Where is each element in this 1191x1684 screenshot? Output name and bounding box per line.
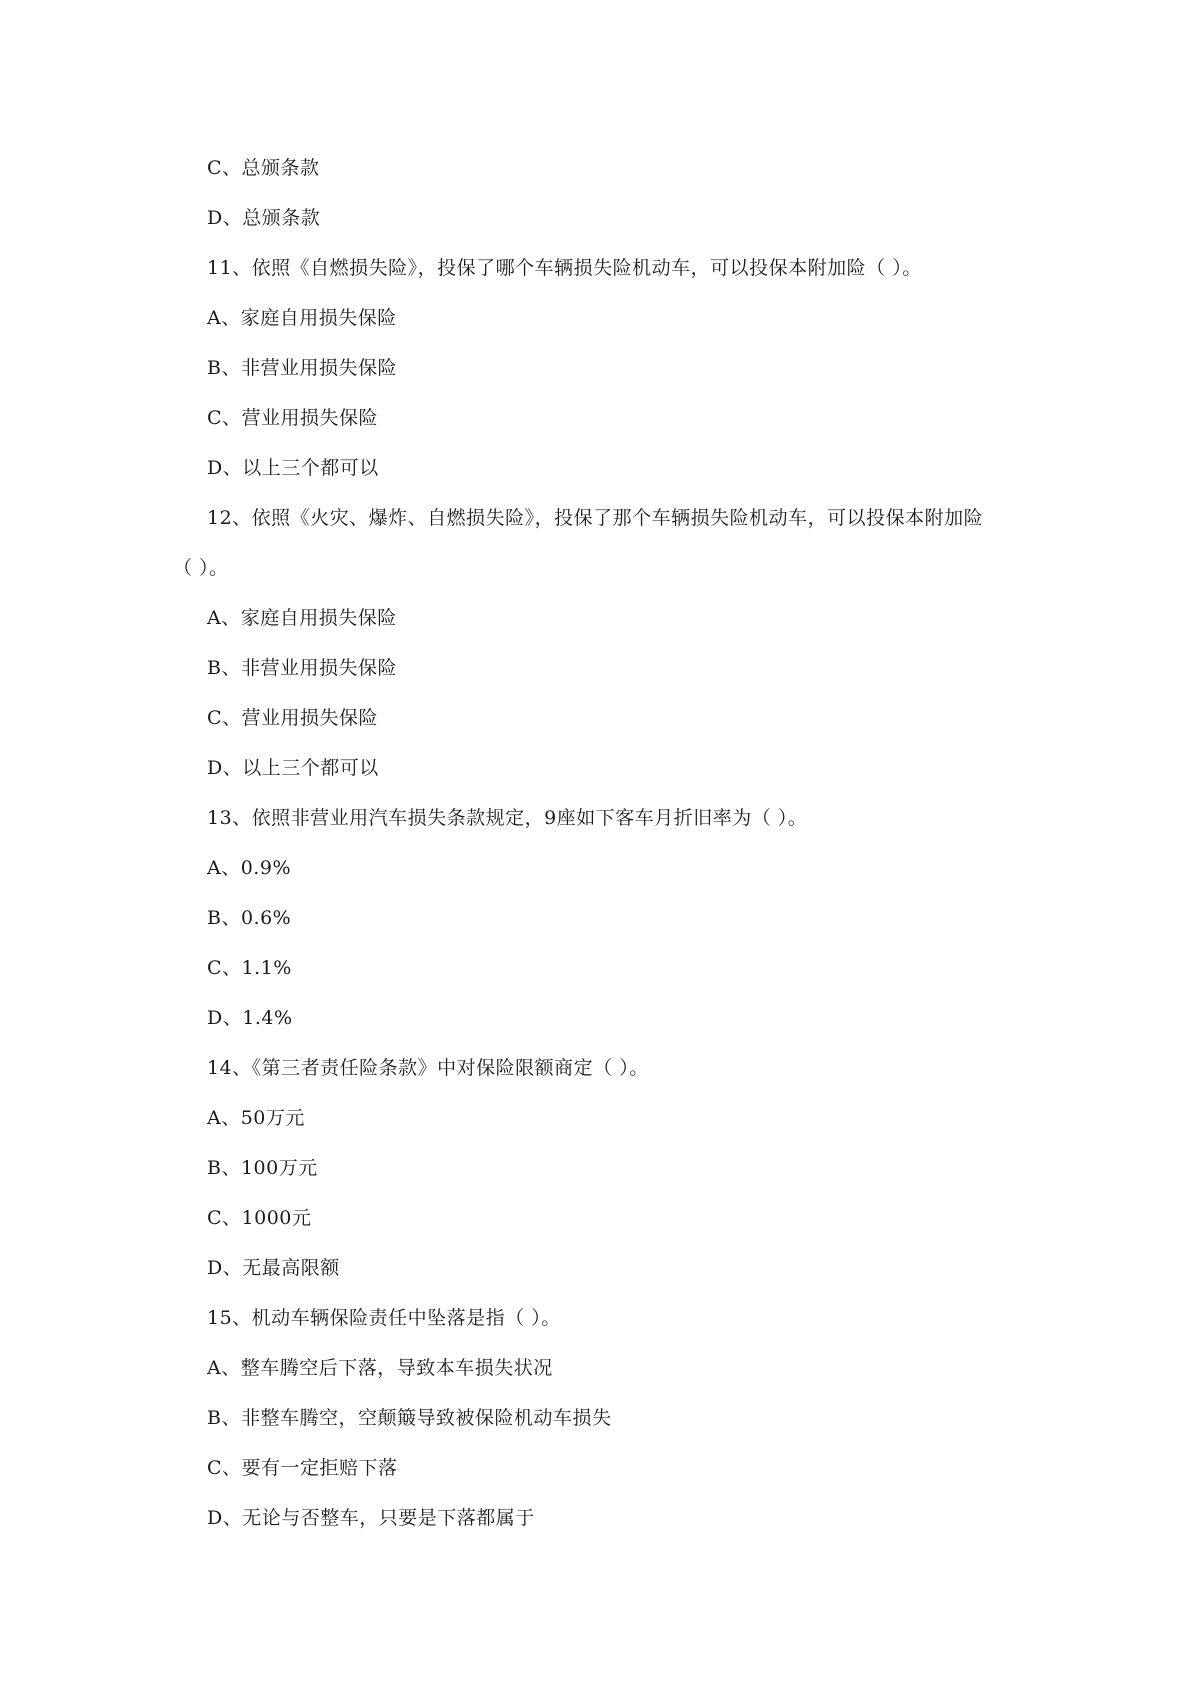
question-14-option-b: B、100万元 [207, 1157, 318, 1179]
question-15-option-d: D、无论与否整车，只要是下落都属于 [207, 1507, 535, 1529]
question-12: 12、依照《火灾、爆炸、自燃损失险》，投保了那个车辆损失险机动车，可以投保本附加险 [207, 507, 984, 529]
question-13-option-a: A、0.9% [207, 857, 291, 879]
question-11-option-b: B、非营业用损失保险 [207, 357, 397, 379]
question-12-option-d: D、以上三个都可以 [207, 757, 379, 779]
question-11: 11、依照《自燃损失险》，投保了哪个车辆损失险机动车，可以投保本附加险（ ）。 [207, 257, 922, 279]
question-14-option-c: C、1000元 [207, 1207, 312, 1229]
question-12-option-a: A、家庭自用损失保险 [207, 607, 397, 629]
question-13-option-b: B、0.6% [207, 907, 292, 929]
question-11-option-c: C、营业用损失保险 [207, 407, 379, 429]
option-d: D、总颁条款 [207, 207, 321, 229]
question-14-option-d: D、无最高限额 [207, 1257, 340, 1279]
question-11-option-a: A、家庭自用损失保险 [207, 307, 397, 329]
question-12-option-c: C、营业用损失保险 [207, 707, 379, 729]
question-13-option-c: C、1.1% [207, 957, 292, 979]
question-15-option-c: C、要有一定拒赔下落 [207, 1457, 398, 1479]
question-13: 13、依照非营业用汽车损失条款规定，9座如下客车月折旧率为（ ）。 [207, 807, 808, 829]
question-15-option-a: A、整车腾空后下落，导致本车损失状况 [207, 1357, 553, 1379]
question-15: 15、机动车辆保险责任中坠落是指（ ）。 [207, 1307, 561, 1329]
question-12-option-b: B、非营业用损失保险 [207, 657, 397, 679]
question-13-option-d: D、1.4% [207, 1007, 293, 1029]
question-14: 14、《第三者责任险条款》中对保险限额商定（ ）。 [207, 1057, 649, 1079]
question-15-option-b: B、非整车腾空，空颠簸导致被保险机动车损失 [207, 1407, 612, 1429]
option-c: C、总颁条款 [207, 157, 320, 179]
question-11-option-d: D、以上三个都可以 [207, 457, 379, 479]
question-14-option-a: A、50万元 [207, 1107, 305, 1129]
question-12-continuation: （ ）。 [173, 557, 229, 579]
